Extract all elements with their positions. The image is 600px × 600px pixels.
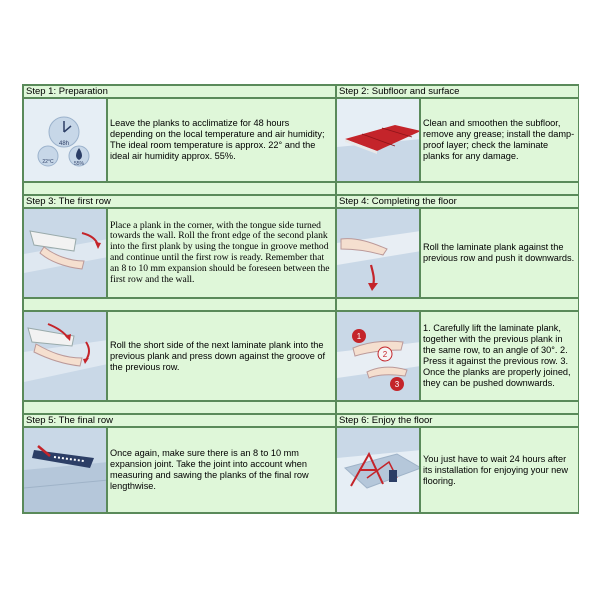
number-1-badge: 1 [356, 332, 362, 341]
step-3-illustration [23, 208, 107, 298]
step-4b-text: 1. Carefully lift the laminate plank, together with the previous plank in the same row, to an angle of 30°. 2. Press it against the previous row. 3. Once the planks are properly joined, they can be pushed downwards. [420, 311, 579, 401]
step-3-text: Place a plank in the corner, with the tongue side turned towards the wall. Roll the front edge of the second plank into the first plank by using the tongue in groove method and continue until the first row is ready. Remember that an 8 to 10 mm expansion should be foreseen between the first row and the wall. [107, 208, 336, 298]
step-3-header: Step 3: The first row [23, 195, 336, 208]
step-6-header: Step 6: Enjoy the floor [336, 414, 579, 427]
step-1-header: Step 1: Preparation [23, 85, 336, 98]
step-2-text: Clean and smoothen the subfloor, remove any grease; install the damp-proof layer; check the laminate planks for any damage. [420, 98, 579, 182]
step-4-illustration [336, 208, 420, 298]
step-4-header: Step 4: Completing the floor [336, 195, 579, 208]
step-4b-illustration [336, 311, 420, 401]
spacer-row [336, 401, 579, 414]
step-3b-illustration [23, 311, 107, 401]
spacer-row [23, 298, 336, 311]
step-2-illustration [336, 98, 420, 182]
step-1-text: Leave the planks to acclimatize for 48 hours depending on the local temperature and air humidity; The ideal room temperature is approx. 22° and the ideal air humidity approx. 55%. [107, 98, 336, 182]
spacer-row [23, 401, 336, 414]
step-5-illustration [23, 427, 107, 513]
spacer-row [23, 182, 336, 195]
instructions-table [22, 84, 579, 514]
step-6-illustration [336, 427, 420, 513]
step-2-header: Step 2: Subfloor and surface [336, 85, 579, 98]
spacer-row [336, 182, 579, 195]
number-3-badge: 3 [394, 380, 400, 389]
step-1-illustration [23, 98, 107, 182]
hours-label: 48h [58, 141, 70, 147]
step-4-text: Roll the laminate plank against the previous row and push it downwards. [420, 208, 579, 298]
number-2-badge: 2 [382, 350, 388, 359]
step-5-header: Step 5: The final row [23, 414, 336, 427]
temperature-label: 22°C [42, 159, 54, 165]
step-3b-text: Roll the short side of the next laminate plank into the previous plank and press down against the groove of the previous row. [107, 311, 336, 401]
step-5-text: Once again, make sure there is an 8 to 10 mm expansion joint. Take the joint into account when measuring and sawing the planks of the final row lengthwise. [107, 427, 336, 513]
step-6-text: You just have to wait 24 hours after its installation for enjoying your new flooring. [420, 427, 579, 513]
spacer-row [336, 298, 579, 311]
humidity-label: 55% [73, 161, 85, 167]
